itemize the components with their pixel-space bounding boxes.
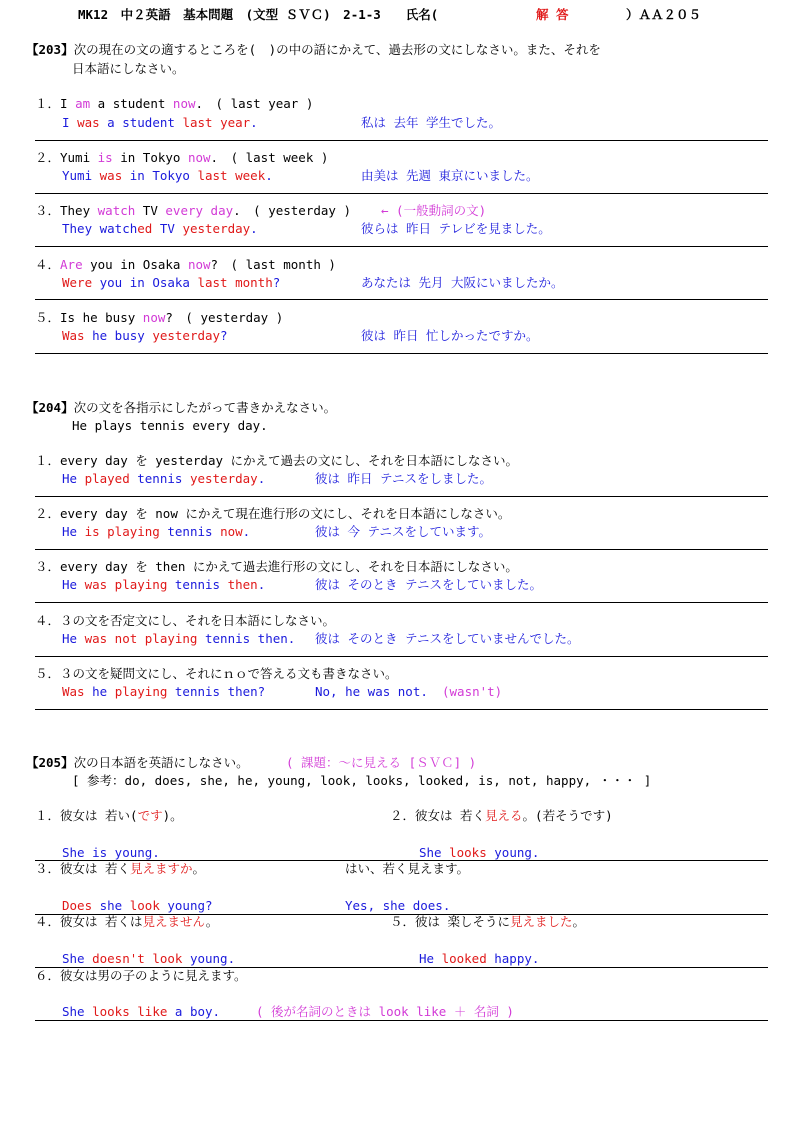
question-205-1 — [35, 808, 183, 824]
section-number: 【203】 — [26, 42, 74, 57]
text-run: young? — [159, 898, 213, 913]
note-general-verb: ← (一般動詞の文) — [381, 203, 487, 218]
text-run: １．I — [35, 96, 76, 111]
translation-203-2: 由美は 先週 東京にいました。 — [361, 168, 539, 183]
text-run: Was — [62, 684, 85, 699]
text-run: now — [142, 310, 166, 325]
text-run: was not playing — [84, 631, 198, 646]
text-run: ２．Yumi — [35, 150, 98, 165]
translation-204-3: 彼は そのとき テニスをしていました。 — [315, 577, 543, 592]
text-run: yesterday — [152, 328, 221, 343]
answer-204-5-no: No, he was not. — [315, 684, 428, 699]
text-run: is — [97, 150, 113, 165]
section-number: 【204】 — [26, 400, 74, 415]
text-run: . — [257, 577, 266, 592]
text-run: yesterday — [189, 471, 258, 486]
text-run: a student — [99, 115, 183, 130]
text-run: Are — [60, 257, 83, 272]
answer-205-4 — [62, 951, 235, 967]
divider — [35, 709, 768, 710]
header-title: MK12 中２英語 基本問題 (文型 ＳＶＣ) 2-1-3 氏名( — [78, 7, 439, 22]
text-run: looks — [449, 845, 487, 860]
text-run: １．彼女は 若い( — [35, 808, 138, 823]
divider — [35, 602, 768, 603]
text-run: young. — [182, 951, 236, 966]
text-run: )。 — [162, 808, 183, 823]
divider — [35, 549, 768, 550]
text-run: am — [75, 96, 91, 111]
text-run: Yumi — [62, 168, 100, 183]
text-run: ? ( last month ) — [210, 257, 336, 272]
divider — [35, 246, 768, 247]
text-run: . — [242, 524, 251, 539]
text-run: in Tokyo — [122, 168, 198, 183]
text-run: 見えますか — [130, 861, 193, 876]
text-run: playing — [114, 684, 168, 699]
page-header — [78, 7, 438, 23]
translation-204-4: 彼は そのとき テニスをしていませんでした。 — [315, 631, 580, 646]
text-run: last month — [197, 275, 273, 290]
divider — [35, 193, 768, 194]
question-204-4: ４．３の文を否定文にし、それを日本語にしなさい。 — [35, 613, 336, 628]
text-run: he — [84, 684, 115, 699]
question-203-4 — [35, 257, 336, 273]
text-run: yesterday — [182, 221, 251, 236]
text-run: I — [62, 115, 78, 130]
question-205-3 — [35, 861, 205, 877]
answer-205-2 — [419, 845, 539, 861]
text-run: He — [419, 951, 442, 966]
section-203-instruction — [26, 42, 601, 58]
text-run: ５．彼は 楽しそうに — [390, 914, 511, 929]
question-203-1 — [35, 96, 313, 112]
question-204-3: ３．every day を then にかえて過去進行形の文にし、それを日本語にしなさい。 — [35, 559, 518, 574]
answer-203-4 — [62, 275, 280, 291]
text-run: 。 — [572, 914, 586, 929]
text-run: was — [77, 115, 100, 130]
text-run: ４． — [35, 257, 61, 272]
question-204-5: ５．３の文を疑問文にし、それにｎｏで答える文も書きなさい。 — [35, 666, 398, 681]
text-run: a student — [90, 96, 173, 111]
header-code: ）ＡＡ２０５ — [626, 7, 702, 22]
text-run: Were — [62, 275, 93, 290]
text-run: then — [227, 577, 258, 592]
text-run: in Tokyo — [112, 150, 188, 165]
answer-203-5 — [62, 328, 228, 344]
text-run: played — [84, 471, 130, 486]
translation-203-1: 私は 去年 学生でした。 — [361, 115, 502, 130]
text-run: now — [187, 257, 211, 272]
text-run: He — [62, 471, 85, 486]
question-205-5 — [390, 914, 585, 930]
text-run: she — [92, 898, 130, 913]
text-run: young. — [486, 845, 540, 860]
text-run: looks like — [92, 1004, 168, 1019]
text-run: ? — [272, 275, 281, 290]
text-run: He — [62, 577, 85, 592]
text-run: . — [265, 168, 273, 183]
answer-205-6-note: ( 後が名詞のときは look like ＋ 名詞 ) — [256, 1004, 514, 1019]
text-run: She — [62, 951, 93, 966]
text-run: . — [250, 221, 258, 236]
answer-204-1 — [62, 471, 265, 487]
text-run: tennis then. — [197, 631, 296, 646]
instruction-line: 次の文を各指示にしたがって書きかえなさい。 — [73, 400, 337, 415]
text-run: です — [137, 808, 163, 823]
answer-204-5-contraction: (wasn't) — [442, 684, 503, 699]
text-run: ４．彼女は 若くは — [35, 914, 143, 929]
text-run: watch — [97, 203, 136, 218]
instruction-line: 次の日本語を英語にしなさい。 — [73, 755, 249, 770]
text-run: a boy. — [167, 1004, 221, 1019]
text-run: ed — [137, 221, 153, 236]
question-205-3-reply: はい、若く見えます。 — [345, 861, 470, 876]
text-run: Does — [62, 898, 93, 913]
text-run: ２．彼女は 若く — [390, 808, 486, 823]
answer-205-6 — [62, 1004, 220, 1020]
answer-203-1 — [62, 115, 258, 131]
text-run: last year — [182, 115, 251, 130]
text-run: . ( yesterday ) — [233, 203, 351, 218]
text-run: look — [129, 898, 160, 913]
text-run: . — [250, 115, 258, 130]
text-run: 。(若そうです) — [522, 808, 613, 823]
answer-205-3 — [62, 898, 213, 914]
text-run: . — [257, 471, 266, 486]
question-205-6: ６．彼女は男の子のように見えます。 — [35, 968, 247, 983]
instruction-line-2: 日本語にしなさい。 — [72, 61, 185, 76]
translation-204-2: 彼は 今 テニスをしています。 — [315, 524, 492, 539]
divider — [35, 140, 768, 141]
text-run: now — [187, 150, 211, 165]
text-run: 。 — [192, 861, 206, 876]
text-run: he busy — [84, 328, 153, 343]
text-run: ５．Is he busy — [35, 310, 143, 325]
text-run: She — [62, 1004, 93, 1019]
translation-203-3: 彼らは 昨日 テレビを見ました。 — [361, 221, 551, 236]
translation-204-1: 彼は 昨日 テニスをしました。 — [315, 471, 493, 486]
text-run: every day — [165, 203, 234, 218]
text-run: tennis — [129, 471, 190, 486]
text-run: ? ( yesterday ) — [165, 310, 284, 325]
text-run: ? — [220, 328, 228, 343]
text-run: now — [172, 96, 196, 111]
answer-204-2 — [62, 524, 250, 540]
section-204-instruction — [26, 400, 336, 416]
base-sentence: He plays tennis every day. — [72, 418, 268, 433]
text-run: TV — [152, 221, 183, 236]
translation-203-4: あなたは 先月 大阪にいましたか。 — [361, 275, 564, 290]
text-run: . ( last week ) — [210, 150, 329, 165]
answer-204-3 — [62, 577, 265, 593]
text-run: She — [419, 845, 450, 860]
text-run: looked — [441, 951, 487, 966]
text-run: tennis — [167, 577, 228, 592]
question-205-2 — [390, 808, 613, 824]
divider — [35, 353, 768, 354]
text-run: He — [62, 631, 85, 646]
text-run: now — [220, 524, 243, 539]
question-203-5 — [35, 310, 283, 326]
question-204-1: １．every day を yesterday にかえて過去の文にし、それを日本語にしなさい。 — [35, 453, 519, 468]
answer-204-5 — [62, 684, 265, 700]
answer-label: 解 答 — [536, 7, 569, 22]
answer-205-3-reply: Yes, she does. — [345, 898, 451, 913]
text-run: happy. — [486, 951, 540, 966]
section-number: 【205】 — [26, 755, 74, 770]
text-run: TV — [135, 203, 166, 218]
section-205-instruction — [26, 755, 249, 771]
text-run: Was — [62, 328, 85, 343]
text-run: . ( last year ) — [195, 96, 314, 111]
text-run: He — [62, 524, 85, 539]
text-run: last week — [197, 168, 266, 183]
text-run: 見える — [485, 808, 523, 823]
text-run: ３．彼女は 若く — [35, 861, 131, 876]
text-run: you in Osaka — [82, 257, 188, 272]
text-run: 見えません — [142, 914, 206, 929]
question-204-2: ２．every day を now にかえて現在進行形の文にし、それを日本語にしなさい。 — [35, 506, 511, 521]
instruction-line: 次の現在の文の適するところを( )の中の語にかえて、過去形の文にしなさい。また、それを — [73, 42, 601, 57]
text-run: you in Osaka — [92, 275, 198, 290]
text-run: 見えました — [510, 914, 573, 929]
text-run: tennis then? — [167, 684, 266, 699]
text-run: They watch — [62, 221, 138, 236]
translation-203-5: 彼は 昨日 忙しかったですか。 — [361, 328, 539, 343]
reference-words: [ 参考：do, does, she, he, young, look, looks, looked, is, not, happy, ・・・ ] — [72, 773, 652, 788]
question-203-2 — [35, 150, 328, 166]
answer-204-4 — [62, 631, 295, 647]
answer-203-3 — [62, 221, 258, 237]
text-run: ３．They — [35, 203, 98, 218]
text-run: doesn't look — [92, 951, 183, 966]
task-note: ( 課題：～に見える [ＳＶＣ] ) — [286, 755, 477, 770]
answer-203-2 — [62, 168, 273, 184]
text-run: was playing — [84, 577, 168, 592]
text-run: is playing — [84, 524, 160, 539]
divider — [35, 656, 768, 657]
answer-205-5 — [419, 951, 539, 967]
question-205-4 — [35, 914, 218, 930]
divider — [35, 496, 768, 497]
answer-205-1: She is young. — [62, 845, 160, 860]
divider — [35, 1020, 768, 1021]
text-run: 。 — [205, 914, 219, 929]
text-run: was — [99, 168, 123, 183]
divider — [35, 299, 768, 300]
question-203-3 — [35, 203, 351, 219]
text-run: tennis — [159, 524, 221, 539]
